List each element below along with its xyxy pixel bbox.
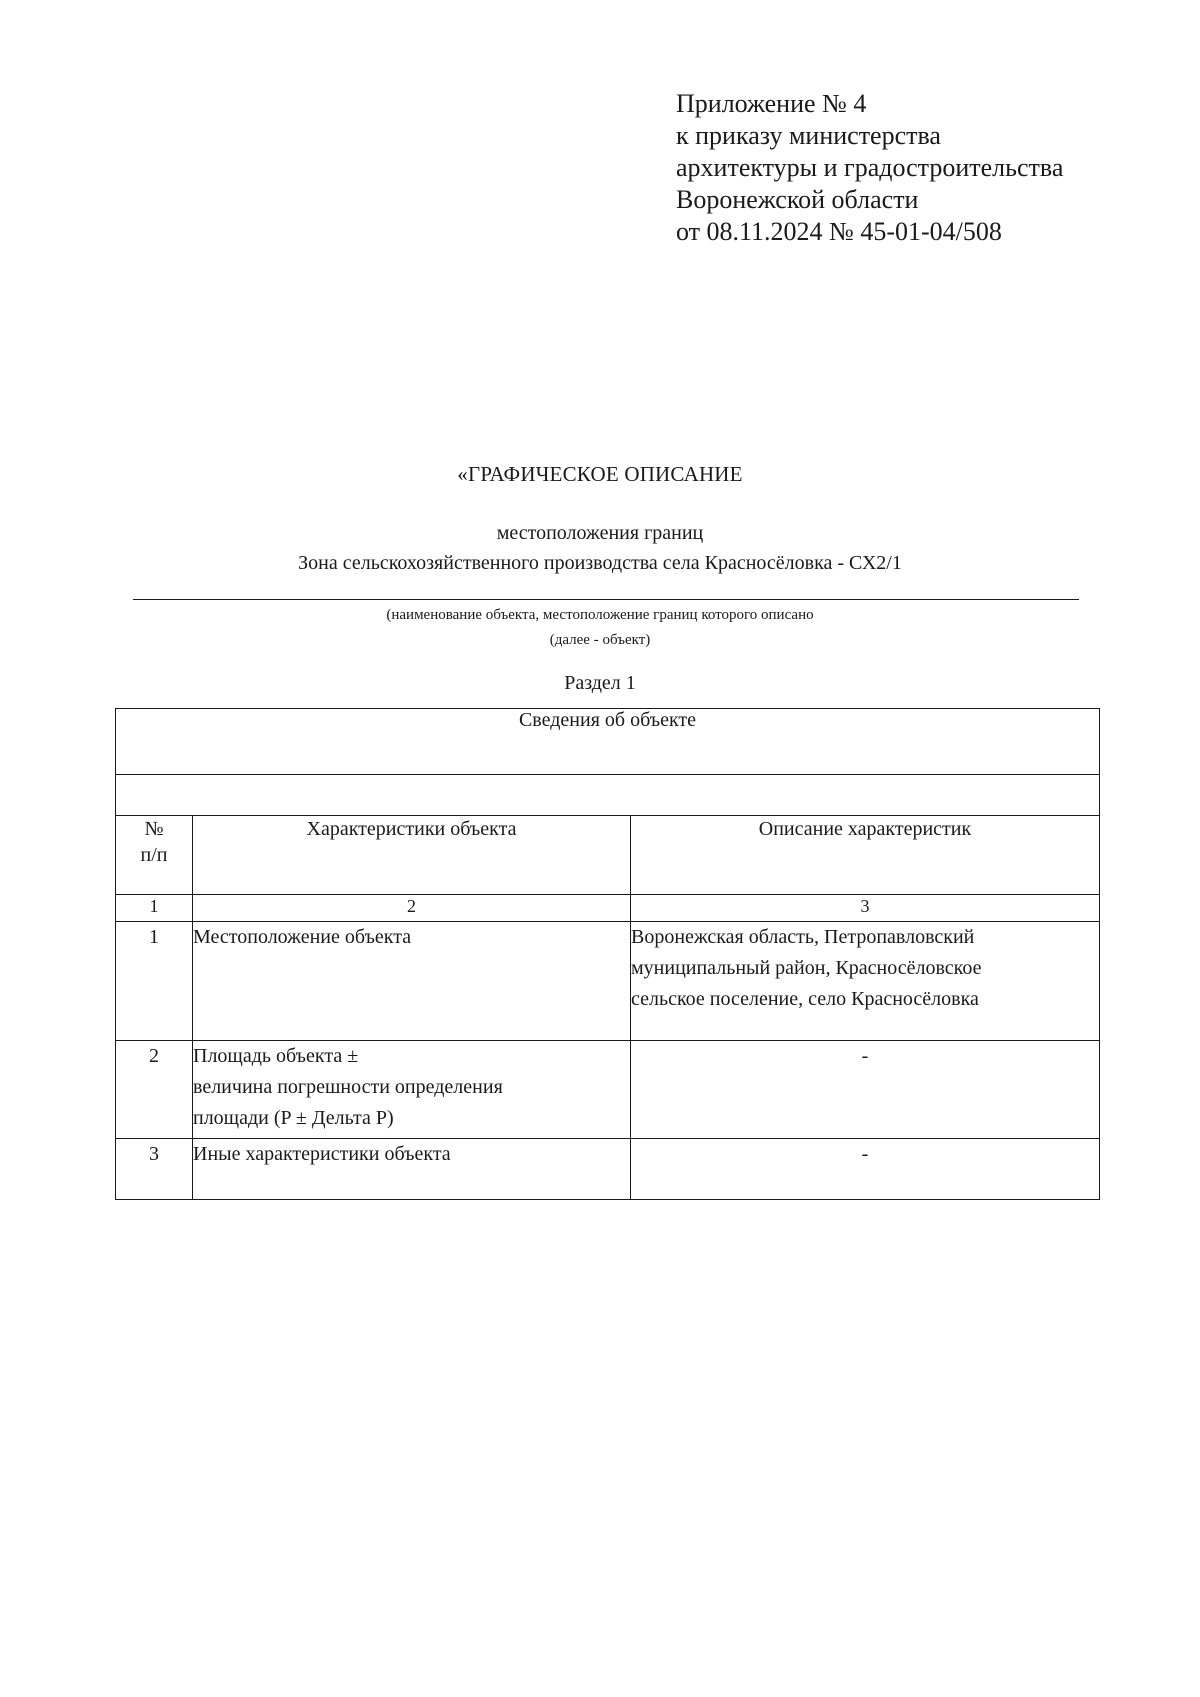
appendix-line: Воронежской области bbox=[676, 185, 919, 214]
row-description: - bbox=[631, 1139, 1100, 1200]
object-name: Зона сельскохозяйственного производства села Красносёловка - СХ2/1 bbox=[298, 552, 902, 574]
appendix-line: архитектуры и градостроительства bbox=[676, 153, 1064, 182]
table-caption-row bbox=[116, 709, 1100, 775]
table-empty-row bbox=[116, 775, 1100, 816]
column-number: 2 bbox=[193, 895, 631, 922]
header-num-line: № bbox=[144, 818, 164, 840]
cell-line: Местоположение объекта bbox=[193, 926, 412, 948]
cell-line: сельское поселение, село Красносёловка bbox=[631, 988, 979, 1010]
cell-line: Площадь объекта ± bbox=[193, 1045, 359, 1067]
appendix-line: от 08.11.2024 № 45-01-04/508 bbox=[676, 217, 1002, 246]
underline-rule bbox=[133, 599, 1079, 600]
cell-line: величина погрешности определения bbox=[193, 1076, 503, 1098]
object-caption-line-2: (далее - объект) bbox=[549, 632, 651, 648]
column-number-row bbox=[116, 895, 1100, 922]
table-caption: Сведения об объекте bbox=[116, 709, 1100, 775]
row-number: 3 bbox=[116, 1139, 193, 1200]
header-description: Описание характеристик bbox=[631, 816, 1100, 895]
cell-line: муниципальный район, Красносёловское bbox=[631, 957, 982, 979]
header-num-line: п/п bbox=[140, 844, 168, 866]
row-characteristic bbox=[193, 1139, 631, 1200]
cell-line: Иные характеристики объекта bbox=[193, 1143, 451, 1165]
cell-line: Воронежская область, Петропавловский bbox=[631, 926, 975, 948]
table-row bbox=[116, 1139, 1100, 1200]
table-row bbox=[116, 1041, 1100, 1139]
table-row bbox=[116, 922, 1100, 1041]
appendix-line: Приложение № 4 bbox=[676, 89, 867, 118]
row-number: 1 bbox=[116, 922, 193, 1041]
cell-line: площади (P ± Дельта P) bbox=[193, 1107, 394, 1129]
object-caption-line-1: (наименование объекта, местоположение границ которого описано bbox=[386, 607, 814, 623]
header-num bbox=[116, 816, 193, 895]
row-characteristic bbox=[193, 1041, 631, 1139]
row-number: 2 bbox=[116, 1041, 193, 1139]
document-subtitle: местоположения границ bbox=[496, 522, 704, 544]
object-info-table bbox=[115, 708, 1100, 1200]
table-header-row bbox=[116, 816, 1100, 895]
row-characteristic bbox=[193, 922, 631, 1041]
column-number: 1 bbox=[116, 895, 193, 922]
header-characteristics: Характеристики объекта bbox=[193, 816, 631, 895]
section-label: Раздел 1 bbox=[564, 672, 636, 694]
appendix-block bbox=[676, 88, 1063, 248]
row-description: - bbox=[631, 1041, 1100, 1139]
appendix-line: к приказу министерства bbox=[676, 121, 941, 150]
column-number: 3 bbox=[631, 895, 1100, 922]
row-description bbox=[631, 922, 1100, 1041]
empty-cell bbox=[116, 775, 1100, 816]
document-title: «ГРАФИЧЕСКОЕ ОПИСАНИЕ bbox=[457, 462, 743, 486]
